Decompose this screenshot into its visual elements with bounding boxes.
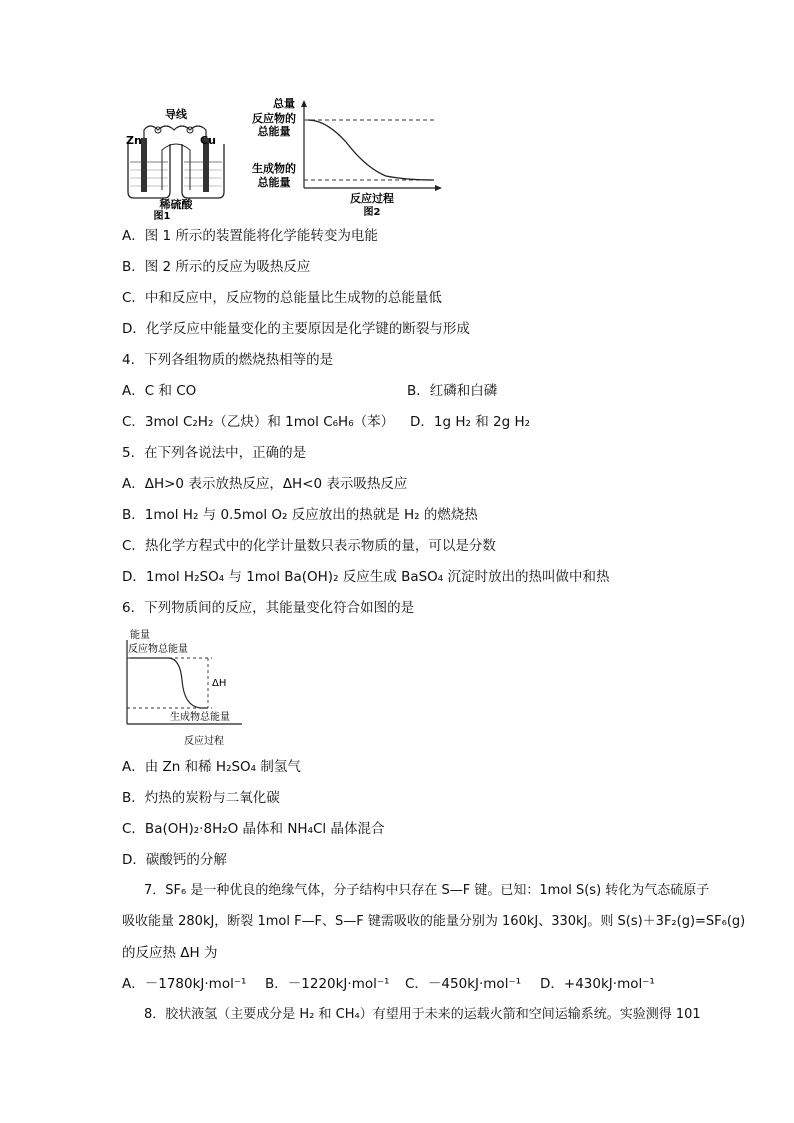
q3-option-d: D．化学反应中能量变化的主要原因是化学键的断裂与形成 bbox=[122, 321, 470, 337]
q7-option-b: B．－1220kJ·mol⁻¹ bbox=[265, 976, 390, 992]
figure-1-wire-label: 导线 bbox=[165, 108, 187, 121]
q6-option-c: C．Ba(OH)₂·8H₂O 晶体和 NH₄Cl 晶体混合 bbox=[122, 821, 385, 837]
q7-option-d: D．+430kJ·mol⁻¹ bbox=[540, 976, 655, 992]
q4-option-a: A．C 和 CO bbox=[122, 383, 197, 399]
q6-delta-h-label: ΔH bbox=[212, 678, 227, 689]
figure-2-x-axis-label: 反应过程 bbox=[350, 192, 394, 205]
q4-stem: 4．下列各组物质的燃烧热相等的是 bbox=[122, 352, 334, 368]
q7-option-a: A．－1780kJ·mol⁻¹ bbox=[122, 976, 247, 992]
q8-line-1: 8．胶状液氢（主要成分是 H₂ 和 CH₄）有望用于未来的运载火箭和空间运输系统。实验测得 101 bbox=[144, 1007, 701, 1022]
q3-option-c: C．中和反应中，反应物的总能量比生成物的总能量低 bbox=[122, 290, 442, 306]
q3-option-b: B．图 2 所示的反应为吸热反应 bbox=[122, 259, 311, 275]
q3-option-a: A．图 1 所示的装置能将化学能转变为电能 bbox=[122, 228, 378, 244]
q4-option-d: D．1g H₂ 和 2g H₂ bbox=[410, 414, 531, 430]
q6-option-d: D．碳酸钙的分解 bbox=[122, 852, 227, 868]
q7-line-3: 的反应热 ΔH 为 bbox=[122, 945, 218, 961]
q6-option-b: B．灼热的炭粉与二氧化碳 bbox=[122, 790, 280, 806]
q4-option-b: B．红磷和白磷 bbox=[407, 383, 498, 399]
figure-2-y-axis-label: 总量 bbox=[273, 98, 295, 110]
q5-option-c: C．热化学方程式中的化学计量数只表示物质的量，可以是分数 bbox=[122, 538, 496, 554]
q5-option-d: D．1mol H₂SO₄ 与 1mol Ba(OH)₂ 反应生成 BaSO₄ 沉淀时放出的热叫做中和热 bbox=[122, 569, 610, 585]
figure-1-solution-label: 稀硫酸 bbox=[159, 198, 193, 211]
q6-stem: 6．下列物质间的反应，其能量变化符合如图的是 bbox=[122, 600, 415, 616]
q4-option-c: C．3mol C₂H₂（乙炔）和 1mol C₆H₆（苯） bbox=[122, 414, 395, 430]
q6-energy-diagram bbox=[122, 628, 252, 750]
q6-x-axis-label: 反应过程 bbox=[184, 736, 224, 747]
q5-option-b: B．1mol H₂ 与 0.5mol O₂ 反应放出的热就是 H₂ 的燃烧热 bbox=[122, 507, 478, 523]
figure-2-caption: 图2 bbox=[363, 207, 381, 218]
q5-option-a: A．ΔH>0 表示放热反应，ΔH<0 表示吸热反应 bbox=[122, 476, 408, 492]
figure-2-products-label-2: 总能量 bbox=[257, 176, 291, 189]
figure-1-cu-label: Cu bbox=[200, 134, 216, 147]
figure-2-energy-diagram bbox=[246, 98, 446, 220]
figure-2-products-label-1: 生成物的 bbox=[252, 162, 296, 175]
figure-2-reactants-label-1: 反应物的 bbox=[252, 112, 296, 125]
q6-products-label: 生成物总能量 bbox=[170, 712, 230, 723]
q6-option-a: A．由 Zn 和稀 H₂SO₄ 制氢气 bbox=[122, 759, 301, 775]
q7-line-1: 7．SF₆ 是一种优良的绝缘气体，分子结构中只存在 S—F 键。已知：1mol S(s) 转化为气态硫原子 bbox=[144, 883, 710, 898]
q6-reactants-label: 反应物总能量 bbox=[128, 644, 188, 655]
q5-stem: 5．在下列各说法中，正确的是 bbox=[122, 445, 307, 461]
figure-1-caption: 图1 bbox=[153, 211, 171, 220]
figure-1-zn-label: Zn bbox=[126, 134, 142, 147]
figure-2-reactants-label-2: 总能量 bbox=[257, 125, 291, 138]
q7-option-c: C．－450kJ·mol⁻¹ bbox=[405, 976, 521, 992]
q7-line-2: 吸收能量 280kJ，断裂 1mol F—F、S—F 键需吸收的能量分别为 160kJ、330kJ。则 S(s)＋3F₂(g)=SF₆(g) bbox=[122, 914, 746, 929]
figure-1-galvanic-cell bbox=[122, 100, 238, 220]
q6-y-axis-label: 能量 bbox=[130, 630, 150, 641]
